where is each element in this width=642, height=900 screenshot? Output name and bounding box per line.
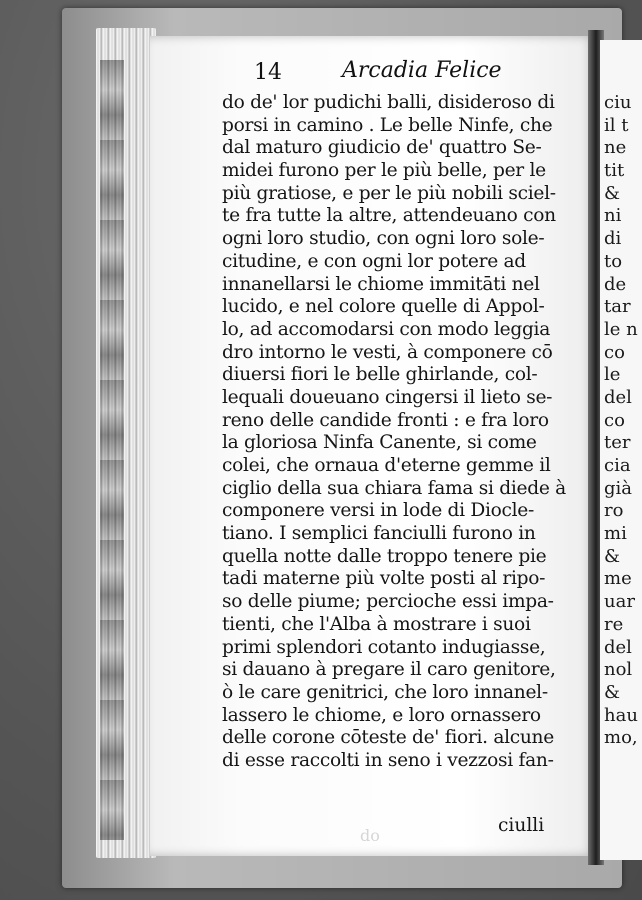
- text-line: citudine, e con ogni lor potere ad: [222, 250, 526, 272]
- text-line: reno delle candide fronti : e fra loro: [222, 409, 549, 431]
- show-through-text: do: [360, 826, 380, 845]
- right-page-line: &: [604, 182, 621, 204]
- text-line: quella notte dalle troppo tenere pie: [222, 545, 547, 567]
- text-line: te fra tutte la altre, attendeuano con: [222, 205, 556, 227]
- right-page-line: ni: [604, 205, 622, 227]
- right-page-line: cia: [604, 455, 631, 476]
- right-page-line: re: [604, 613, 624, 635]
- right-page-line: de: [604, 273, 627, 295]
- right-page-line: mi: [604, 523, 627, 545]
- running-title: Arcadia Felice: [342, 58, 502, 83]
- text-line: diuersi fiori le belle ghirlande, col-: [222, 364, 538, 386]
- text-line: dal maturo giudicio de' quattro Se-: [222, 137, 542, 159]
- right-page-line: ne: [604, 137, 627, 159]
- text-line: midei furono per le più belle, per le: [222, 160, 546, 182]
- right-page-line: co: [604, 341, 625, 363]
- right-page-line: co: [604, 409, 625, 431]
- text-line: la gloriosa Ninfa Canente, si come: [222, 432, 537, 454]
- right-page-line: me: [604, 568, 632, 590]
- text-line: do de' lor pudichi balli, disideroso di: [222, 92, 555, 113]
- right-page-line: &: [604, 681, 621, 703]
- right-page-line: &: [604, 545, 621, 567]
- running-head: [254, 58, 502, 90]
- right-page-line: già: [604, 477, 633, 499]
- right-page-line: ter: [604, 432, 631, 454]
- right-page-line: tar: [604, 296, 631, 318]
- text-line: ogni loro studio, con ogni loro sole-: [222, 228, 545, 250]
- right-page-line: tit: [604, 160, 625, 182]
- text-line: innanellarsi le chiome immitāti nel: [222, 273, 540, 295]
- right-page-line: uar: [604, 591, 635, 613]
- text-line: componere versi in lode di Diocle-: [222, 500, 534, 522]
- body-text: [222, 92, 574, 773]
- right-page-line: del: [604, 636, 632, 658]
- right-page-line: nol: [604, 659, 633, 681]
- right-page-line: il t: [604, 114, 629, 136]
- right-page-line: del: [604, 386, 632, 408]
- text-line: tiano. I semplici fanciulli furono in: [222, 523, 536, 545]
- right-page-line: mo,: [604, 727, 638, 749]
- text-line: lequali doueuano cingersi il lieto se-: [222, 386, 553, 408]
- right-page-line: ciu: [604, 92, 632, 113]
- text-line: so delle piume; percioche essi impa-: [222, 591, 554, 613]
- text-line: delle corone cōteste de' fiori. alcune: [222, 727, 554, 749]
- page-number: 14: [254, 60, 282, 85]
- text-line: colei, che ornaua d'eterne gemme il: [222, 455, 551, 476]
- text-line: ciglio della sua chiara fama si diede à: [222, 477, 566, 499]
- right-page-line: le n: [604, 318, 638, 340]
- right-page-line: hau: [604, 704, 638, 726]
- text-line: porsi in camino . Le belle Ninfe, che: [222, 114, 553, 136]
- text-line: lucido, e nel colore quelle di Appol-: [222, 296, 545, 318]
- right-page-line: di: [604, 228, 622, 250]
- right-page-line: ro: [604, 500, 624, 522]
- text-line: si dauano à pregare il caro genitore,: [222, 659, 556, 681]
- text-line: lassero le chiome, e loro ornassero: [222, 704, 541, 726]
- catchword: ciulli: [498, 815, 545, 836]
- text-line: dro intorno le vesti, à componere cō: [222, 341, 553, 363]
- right-page-line: le: [604, 364, 621, 386]
- text-line: di esse raccolti in seno i vezzosi fan-: [222, 749, 554, 771]
- right-page-line: to: [604, 250, 623, 272]
- right-page-text: [604, 92, 642, 750]
- page-edge-shading: [100, 60, 124, 840]
- text-line: lo, ad accomodarsi con modo leggia: [222, 318, 550, 340]
- text-line: tadi materne più volte posti al ripo-: [222, 568, 546, 590]
- text-line: primi splendori cotanto indugiasse,: [222, 636, 546, 658]
- text-line: ò le care genitrici, che loro innanel-: [222, 681, 548, 703]
- text-line: più gratiose, e per le più nobili sciel-: [222, 182, 556, 204]
- text-line: tienti, che l'Alba à mostrare i suoi: [222, 613, 531, 635]
